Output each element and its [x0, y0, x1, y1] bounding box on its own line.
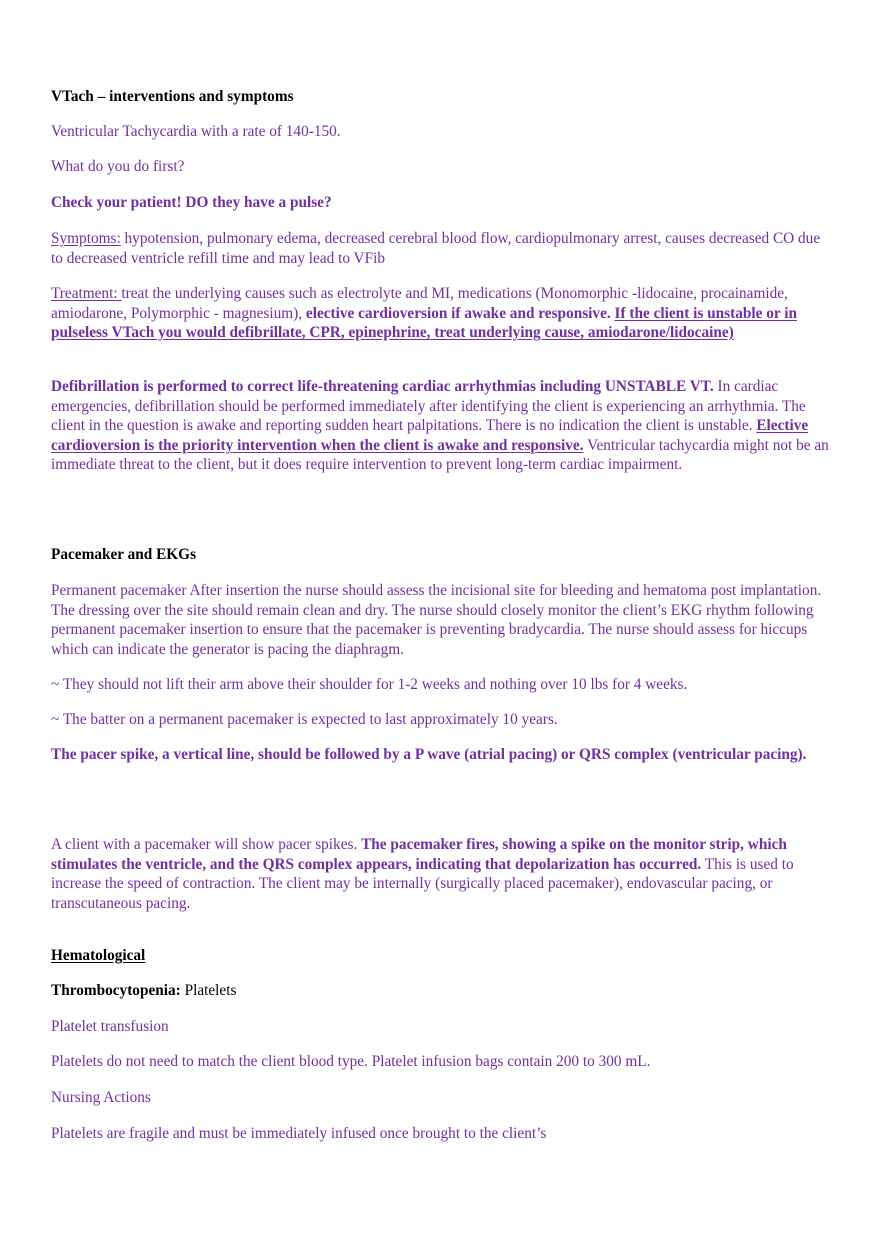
- vtach-defib-paragraph: [51, 377, 831, 475]
- vtach-treatment-paragraph: [51, 284, 831, 343]
- nursing-actions: Nursing Actions: [51, 1089, 151, 1106]
- pacemaker-arm-text: ~ They should not lift their arm above their shoulder for 1-2 weeks and nothing over 10 lbs for 4 weeks.: [51, 676, 688, 693]
- treatment-label: Treatment:: [51, 285, 122, 302]
- symptoms-text: hypotension, pulmonary edema, decreased cerebral blood flow, cardiopulmonary arrest, causes decreased CO due to decreased ventricle refill time and may lead to VFib: [51, 230, 821, 267]
- treatment-bold: elective cardioversion if awake and responsive.: [305, 304, 615, 322]
- pacemaker-client-paragraph: [51, 835, 831, 913]
- defib-tail: Ventricular tachycardia might not be an immediate threat to the client, but it does require intervention to prevent long-term cardiac impairment.: [51, 436, 829, 473]
- platelet-fragile-text: Platelets are fragile and must be immediately infused once brought to the client’s: [51, 1125, 547, 1142]
- pacemaker-battery-text: ~ The batter on a permanent pacemaker is expected to last approximately 10 years.: [51, 711, 558, 728]
- defib-bold: Defibrillation is performed to correct life-threatening cardiac arrhythmias including UNSTABLE VT.: [51, 378, 714, 395]
- thrombocytopenia-line: [51, 981, 831, 1001]
- vtach-heading: VTach – interventions and symptoms: [51, 88, 294, 105]
- client-text: A client with a pacemaker will show pacer spikes.: [51, 836, 362, 853]
- treatment-text: treat the underlying causes such as electrolyte and MI, medications (Monomorphic -lidocaine, procainamide, amiodarone, Polymorphic - magnesium),: [51, 285, 788, 322]
- platelet-match-text: Platelets do not need to match the client blood type. Platelet infusion bags contain 200 to 300 mL.: [51, 1053, 651, 1070]
- pacemaker-heading: Pacemaker and EKGs: [51, 546, 197, 563]
- thrombo-text: Platelets: [180, 982, 237, 999]
- vtach-check-pulse: Check your patient! DO they have a pulse?: [51, 194, 332, 211]
- defib-text: In cardiac emergencies, defibrillation should be performed immediately after identifying the client is experiencing an arrhythmia. The client in the question is awake and reporting sudden heart palpitations. There is no indication the client is unstable.: [51, 378, 806, 434]
- vtach-symptoms-paragraph: [51, 229, 831, 268]
- client-tail: This is used to increase the speed of contraction. The client may be internally (surgically placed pacemaker), endovascular pacing, or transcutaneous pacing.: [51, 855, 794, 912]
- hematological-heading: Hematological: [51, 947, 146, 964]
- pacemaker-spike-text: The pacer spike, a vertical line, should be followed by a P wave (atrial pacing) or QRS complex (ventricular pacing).: [51, 746, 807, 763]
- defib-bold-underline: Elective cardioversion is the priority intervention when the client is awake and responsive.: [51, 417, 809, 454]
- platelet-transfusion: Platelet transfusion: [51, 1018, 169, 1035]
- vtach-rate-text: Ventricular Tachycardia with a rate of 140-150.: [51, 123, 341, 140]
- vtach-question: What do you do first?: [51, 158, 185, 175]
- thrombo-label: Thrombocytopenia:: [51, 982, 181, 999]
- client-bold: The pacemaker fires, showing a spike on the monitor strip, which stimulates the ventricle, and the QRS complex appears, indicating that depolarization has occurred.: [51, 836, 787, 873]
- pacemaker-permanent-text: Permanent pacemaker After insertion the nurse should assess the incisional site for bleeding and hematoma post implantation. The dressing over the site should remain clean and dry. The nurse should closely monitor the client’s EKG rhythm following permanent pacemaker insertion to ensure that the pacemaker is preventing bradycardia. The nurse should assess for hiccups which can indicate the generator is pacing the diaphragm.: [51, 582, 822, 658]
- treatment-bold-underline: If the client is unstable or in pulseless VTach you would defibrillate, CPR, epinephrine, treat underlying cause, amiodarone/lidocaine): [51, 304, 797, 341]
- symptoms-label: Symptoms:: [51, 230, 121, 247]
